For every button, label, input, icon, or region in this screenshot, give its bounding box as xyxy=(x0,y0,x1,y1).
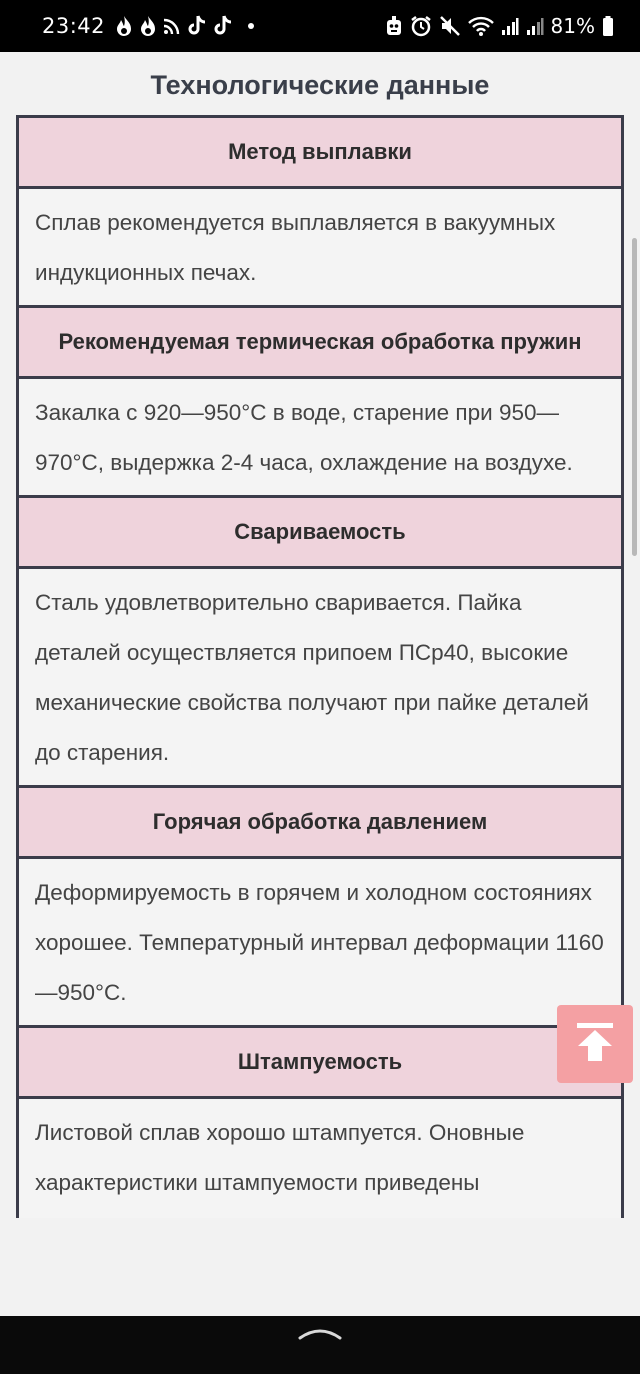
tiktok-icon xyxy=(213,14,233,38)
page-title: Технологические данные xyxy=(150,70,490,100)
status-right-icons xyxy=(385,14,614,38)
tiktok-icon xyxy=(187,14,207,38)
system-nav-bar xyxy=(0,1316,640,1374)
signal-icon xyxy=(501,14,519,38)
scrollbar-thumb[interactable] xyxy=(632,238,637,556)
section-body: Закалка с 920—950°С в воде, старение при 950—970°С, выдержка 2-4 часа, охлаждение на воздухе. xyxy=(16,379,624,498)
status-left-icons xyxy=(115,14,255,38)
flame-icon xyxy=(139,14,157,38)
alarm-icon xyxy=(410,14,432,38)
section-heading: Метод выплавки xyxy=(16,115,624,189)
scroll-to-top-button[interactable] xyxy=(557,1005,633,1083)
mute-icon xyxy=(439,14,461,38)
page-content[interactable] xyxy=(0,52,640,1316)
flame-icon xyxy=(115,14,133,38)
dot-icon xyxy=(247,14,255,38)
section-body: Деформируемость в горячем и холодном состояниях хорошее. Температурный интервал деформации 1160—950°С. xyxy=(16,859,624,1028)
signal-icon xyxy=(526,14,544,38)
section-heading: Рекомендуемая термическая обработка пружин xyxy=(16,305,624,379)
wifi-icon xyxy=(468,14,494,38)
section-heading: Штампуемость xyxy=(16,1025,624,1099)
section-body: Сплав рекомендуется выплавляется в вакуумных индукционных печах. xyxy=(16,189,624,308)
chevron-up-icon[interactable] xyxy=(298,1326,342,1347)
battery-icon xyxy=(602,14,614,38)
tech-data-table xyxy=(16,118,624,1218)
section-heading: Свариваемость xyxy=(16,495,624,569)
status-time: 23:42 xyxy=(42,14,106,38)
robot-icon xyxy=(385,14,403,38)
cast-icon xyxy=(163,14,181,38)
battery-percent: 81% xyxy=(550,14,595,38)
section-body: Сталь удовлетворительно сваривается. Пайка деталей осуществляется припоем ПСр40, высокие механические свойства получают при пайке деталей до старения. xyxy=(16,569,624,788)
arrow-up-to-top-icon xyxy=(575,1021,615,1068)
section-heading: Горячая обработка давлением xyxy=(16,785,624,859)
status-bar xyxy=(0,0,640,52)
section-body: Листовой сплав хорошо штампуется. Оновные характеристики штампуемости приведены xyxy=(16,1099,624,1218)
